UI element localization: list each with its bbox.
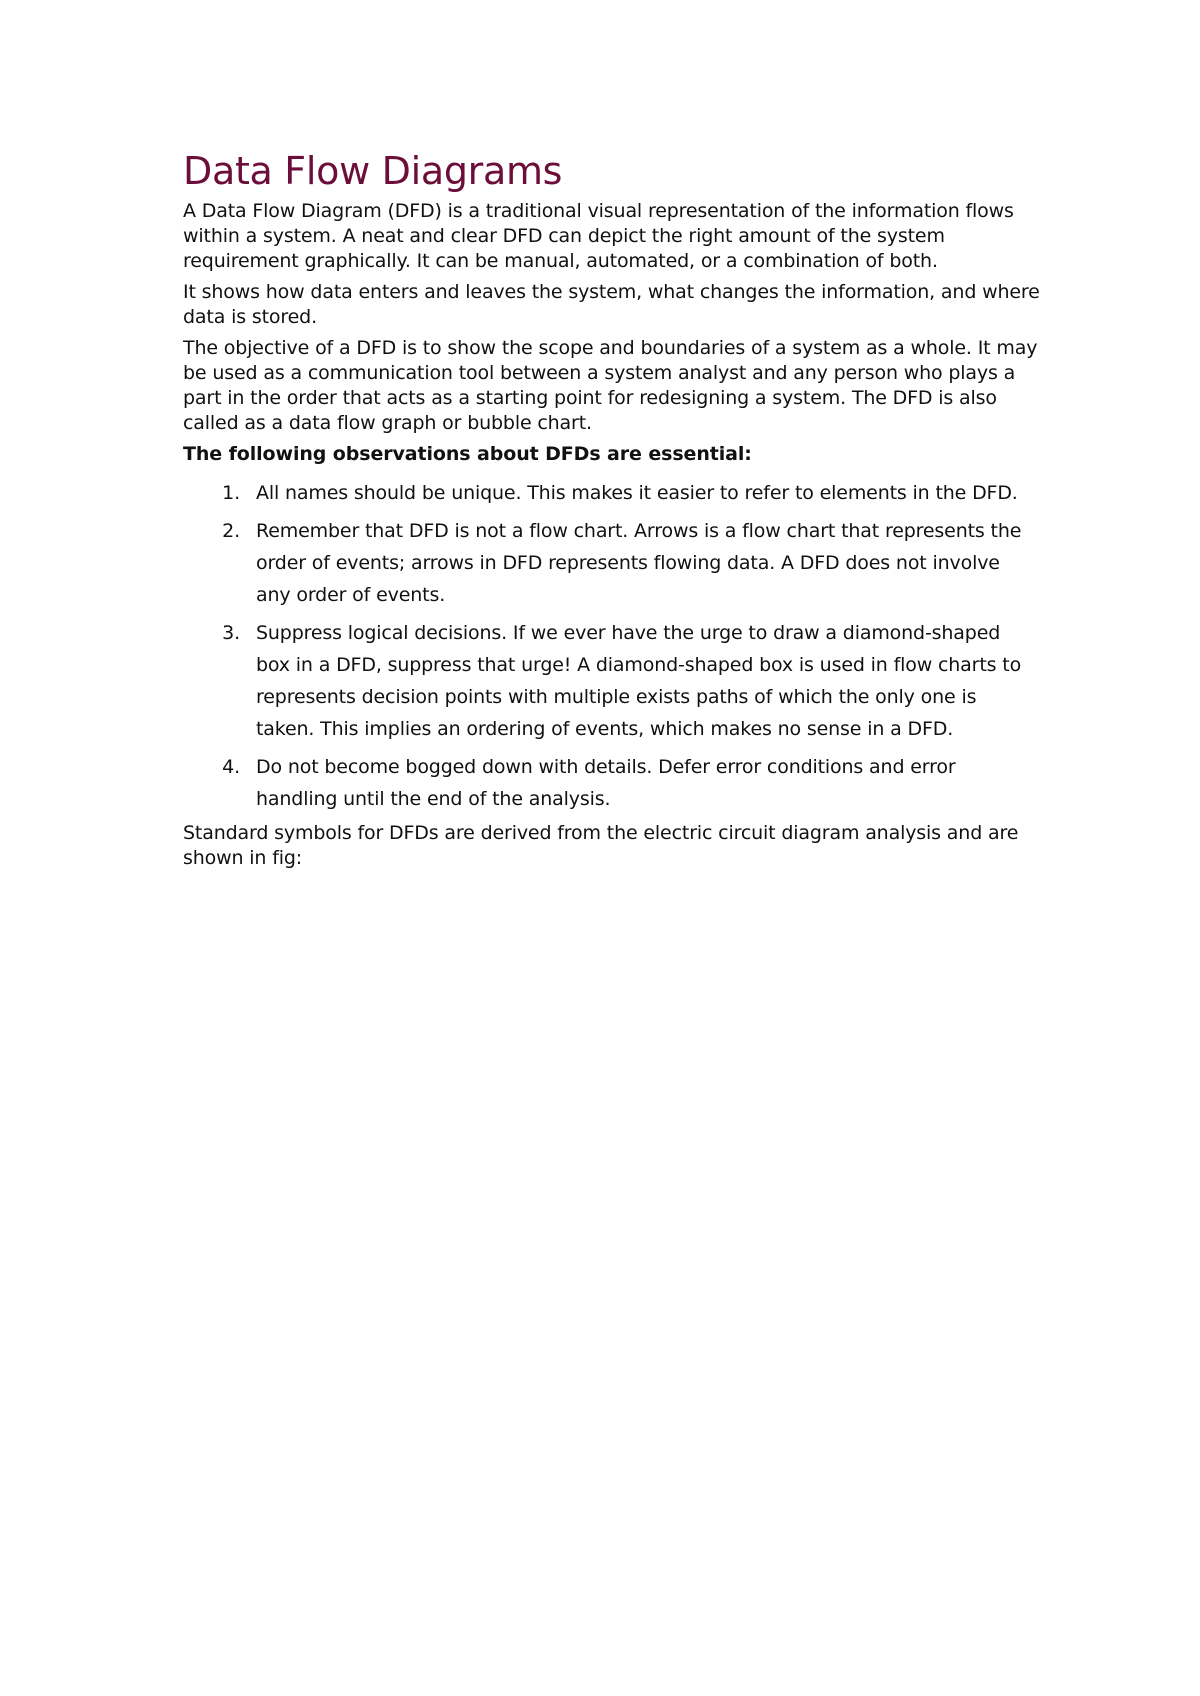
list-item-number: 2. <box>222 519 240 542</box>
list-item-number: 1. <box>222 481 240 504</box>
list-item <box>183 751 1043 815</box>
data-movement-paragraph: It shows how data enters and leaves the system, what changes the information, and where data is stored. <box>183 280 1040 328</box>
observations-list <box>183 477 1043 815</box>
list-item <box>183 515 1043 611</box>
list-item-number: 3. <box>222 621 240 644</box>
intro-paragraph: A Data Flow Diagram (DFD) is a traditional visual representation of the information flows within a system. A neat and clear DFD can depict the right amount of the system requirement graphically. It can be manual, automated, or a combination of both. <box>183 199 1014 272</box>
observations-heading: The following observations about DFDs are essential: <box>183 442 752 465</box>
document-page <box>183 150 1043 877</box>
list-item <box>183 617 1043 745</box>
list-item-text: Suppress logical decisions. If we ever have the urge to draw a diamond-shaped box in a DFD, suppress that urge! A diamond-shaped box is used in flow charts to represents decision points with multiple exists paths of which the only one is taken. This implies an ordering of events, which makes no sense in a DFD. <box>256 621 1022 740</box>
list-item-text: All names should be unique. This makes it easier to refer to elements in the DFD. <box>256 481 1018 504</box>
list-item <box>183 477 1043 509</box>
list-item-text: Do not become bogged down with details. Defer error conditions and error handling until the end of the analysis. <box>256 755 956 810</box>
closing-paragraph: Standard symbols for DFDs are derived from the electric circuit diagram analysis and are shown in fig: <box>183 821 1019 869</box>
list-item-text: Remember that DFD is not a flow chart. Arrows is a flow chart that represents the order of events; arrows in DFD represents flowing data. A DFD does not involve any order of events. <box>256 519 1022 606</box>
objective-paragraph: The objective of a DFD is to show the scope and boundaries of a system as a whole. It may be used as a communication tool between a system analyst and any person who plays a part in the order that acts as a starting point for redesigning a system. The DFD is also called as a data flow graph or bubble chart. <box>183 336 1038 434</box>
page-title: Data Flow Diagrams <box>183 149 563 193</box>
list-item-number: 4. <box>222 755 240 778</box>
